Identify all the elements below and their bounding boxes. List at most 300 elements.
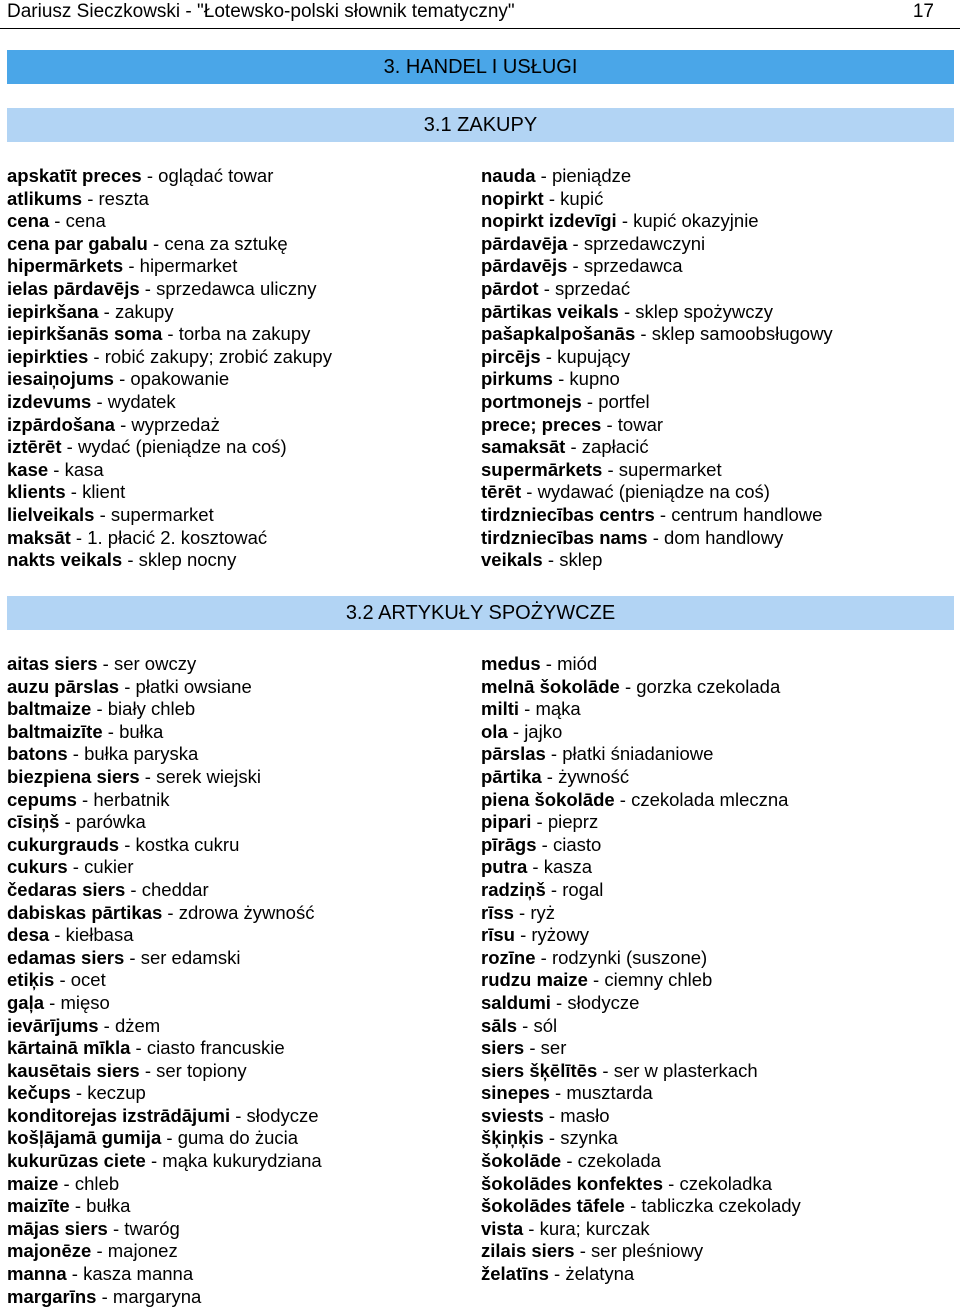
entry-term: supermārkets — [481, 458, 603, 480]
dictionary-entry — [481, 323, 951, 346]
entry-meaning: szynka — [560, 1127, 618, 1149]
entry-separator: - — [97, 653, 114, 674]
dictionary-entry — [481, 165, 951, 188]
entry-term: biezpiena siers — [7, 765, 140, 787]
entry-term: pārdavēja — [481, 232, 568, 254]
entry-separator: - — [67, 856, 85, 878]
entry-separator: - — [548, 1263, 566, 1285]
entry-separator: - — [139, 765, 157, 787]
entry-term: melnā šokolāde — [481, 675, 620, 697]
dictionary-entry — [7, 255, 477, 278]
entry-separator: - — [507, 720, 525, 742]
entry-term: šokolāde — [481, 1150, 562, 1172]
entry-separator: - — [517, 1014, 534, 1036]
entry-term: medus — [481, 653, 541, 674]
dictionary-entry — [481, 879, 951, 902]
entry-term: tirdzniecības nams — [481, 526, 648, 548]
entry-separator: - — [524, 1037, 541, 1059]
dictionary-entry — [481, 721, 951, 744]
dictionary-entry — [7, 698, 477, 721]
dictionary-entry — [481, 902, 951, 925]
dictionary-entry — [481, 1105, 951, 1128]
entry-meaning: słodycze — [567, 991, 640, 1013]
entry-term: rīss — [481, 901, 514, 923]
dictionary-entry — [481, 1127, 951, 1150]
dictionary-entry — [481, 743, 951, 766]
dictionary-entry — [481, 301, 951, 324]
entry-term: pīrāgs — [481, 833, 537, 855]
dictionary-entry — [7, 368, 477, 391]
entry-meaning: słodycze — [246, 1104, 319, 1126]
dictionary-entry — [481, 391, 951, 414]
entry-separator: - — [545, 743, 563, 765]
entry-term: želatīns — [481, 1263, 549, 1285]
entry-separator: - — [98, 1014, 115, 1036]
entry-term: baltmaizīte — [7, 720, 103, 742]
entry-meaning: ser edamski — [140, 946, 241, 968]
dictionary-entry — [481, 527, 951, 550]
dictionary-entry — [7, 743, 477, 766]
entry-term: manna — [7, 1263, 67, 1285]
entry-meaning: żelatyna — [565, 1263, 635, 1285]
entry-separator: - — [70, 1082, 88, 1104]
dictionary-entry — [7, 1286, 477, 1309]
entry-term: cīsiņš — [7, 811, 60, 833]
entry-term: izdevums — [7, 390, 92, 412]
entry-meaning: sklep spożywczy — [635, 300, 774, 322]
entry-term: zilais siers — [481, 1240, 575, 1262]
dictionary-entry — [7, 414, 477, 437]
entry-meaning: supermarket — [618, 458, 722, 480]
entry-separator: - — [616, 210, 634, 232]
entry-separator: - — [91, 698, 108, 720]
entry-meaning: wydawać (pieniądze na coś) — [537, 481, 770, 503]
entry-separator: - — [535, 946, 552, 968]
entry-term: pārdavējs — [481, 255, 568, 277]
entry-term: rozīne — [481, 946, 536, 968]
entry-separator: - — [647, 526, 665, 548]
entry-term: šokolādes konfektes — [481, 1172, 663, 1194]
entry-meaning: dżem — [114, 1014, 161, 1036]
entry-separator: - — [549, 1082, 567, 1104]
dictionary-entry — [481, 1240, 951, 1263]
entry-separator: - — [139, 277, 157, 299]
section-1-left-column — [7, 165, 477, 572]
entry-term: ielas pārdavējs — [7, 277, 140, 299]
entry-meaning: portfel — [598, 390, 650, 412]
entry-separator: - — [536, 833, 553, 855]
entry-meaning: wydatek — [107, 390, 176, 412]
entry-separator: - — [88, 345, 105, 367]
entry-meaning: bułka — [119, 720, 164, 742]
entry-meaning: sklep — [559, 549, 603, 571]
entry-term: nakts veikals — [7, 549, 123, 571]
entry-separator: - — [123, 255, 140, 277]
entry-meaning: kostka cukru — [135, 833, 240, 855]
entry-meaning: sklep samoobsługowy — [651, 323, 833, 345]
entry-meaning: ryż — [530, 901, 556, 923]
entry-meaning: kupić okazyjnie — [633, 210, 759, 232]
entry-meaning: majonez — [107, 1240, 178, 1262]
entry-separator: - — [567, 232, 584, 254]
entry-term: iepirkties — [7, 345, 89, 367]
dictionary-entry — [481, 766, 951, 789]
entry-meaning: bułka — [86, 1195, 131, 1217]
entry-term: piena šokolāde — [481, 788, 615, 810]
dictionary-entry — [7, 1105, 477, 1128]
entry-meaning: masło — [560, 1104, 610, 1126]
entry-meaning: mąka kukurydziana — [162, 1150, 322, 1172]
entry-separator: - — [543, 187, 561, 209]
dictionary-entry — [481, 504, 951, 527]
entry-meaning: guma do żucia — [177, 1127, 299, 1149]
entry-meaning: serek wiejski — [156, 765, 261, 787]
entry-term: tērēt — [481, 481, 522, 503]
entry-term: iepirkšanās soma — [7, 323, 163, 345]
entry-term: konditorejas izstrādājumi — [7, 1104, 231, 1126]
entry-meaning: czekolada — [577, 1150, 661, 1172]
document-title: Dariusz Sieczkowski - "Łotewsko-polski słownik tematyczny" — [7, 1, 515, 22]
entry-meaning: centrum handlowe — [671, 503, 823, 525]
entry-meaning: opakowanie — [130, 368, 230, 390]
entry-term: dabiskas pārtikas — [7, 901, 163, 923]
entry-meaning: zakupy — [114, 300, 174, 322]
dictionary-entry — [481, 481, 951, 504]
entry-term: edamas siers — [7, 946, 125, 968]
entry-separator: - — [125, 878, 142, 900]
dictionary-entry — [7, 481, 477, 504]
entry-term: apskatīt preces — [7, 165, 142, 186]
section-2-left-column — [7, 653, 477, 1308]
entry-meaning: kura; kurczak — [539, 1217, 650, 1239]
entry-separator: - — [102, 720, 120, 742]
entry-meaning: cena za sztukę — [164, 232, 288, 254]
section-title: 3.1 ZAKUPY — [423, 114, 538, 136]
entry-separator: - — [521, 481, 538, 503]
entry-term: pārtika — [481, 765, 542, 787]
entry-separator: - — [540, 345, 558, 367]
entry-term: maizīte — [7, 1195, 70, 1217]
dictionary-entry — [7, 766, 477, 789]
entry-term: rīsu — [481, 924, 515, 946]
entry-separator: - — [67, 743, 85, 765]
entry-separator: - — [624, 1195, 642, 1217]
entry-separator: - — [567, 255, 584, 277]
entry-separator: - — [122, 549, 139, 571]
entry-meaning: kupno — [569, 368, 620, 390]
entry-meaning: mąka — [535, 698, 581, 720]
entry-meaning: robić zakupy; zrobić zakupy — [104, 345, 332, 367]
entry-separator: - — [70, 526, 88, 548]
entry-term: gaļa — [7, 991, 45, 1013]
entry-meaning: margaryna — [112, 1285, 202, 1307]
entry-separator: - — [543, 1104, 561, 1126]
entry-separator: - — [581, 390, 599, 412]
dictionary-entry — [481, 1173, 951, 1196]
dictionary-entry — [481, 1195, 951, 1218]
dictionary-entry — [481, 698, 951, 721]
dictionary-entry — [481, 924, 951, 947]
entry-meaning: herbatnik — [93, 788, 170, 810]
dictionary-entry — [481, 255, 951, 278]
entry-term: lielveikals — [7, 503, 95, 525]
entry-meaning: musztarda — [566, 1082, 653, 1104]
entry-term: ola — [481, 720, 508, 742]
section-title: 3.2 ARTYKUŁY SPOŻYWCZE — [345, 602, 616, 624]
dictionary-entry — [7, 301, 477, 324]
dictionary-entry — [7, 1150, 477, 1173]
entry-meaning: dom handlowy — [664, 526, 784, 548]
dictionary-entry — [481, 278, 951, 301]
entry-separator: - — [162, 323, 179, 345]
dictionary-entry — [7, 924, 477, 947]
entry-separator: - — [602, 458, 619, 480]
entry-meaning: keczup — [87, 1082, 146, 1104]
dictionary-entry — [7, 504, 477, 527]
entry-term: tirdzniecības centrs — [481, 503, 655, 525]
entry-separator: - — [635, 323, 652, 345]
entry-separator: - — [96, 1285, 113, 1307]
entry-term: atlikums — [7, 187, 83, 209]
entry-term: ievārījums — [7, 1014, 99, 1036]
entry-separator: - — [519, 698, 536, 720]
entry-meaning: czekoladka — [679, 1172, 773, 1194]
dictionary-entry — [7, 459, 477, 482]
entry-term: klients — [7, 481, 66, 503]
entry-separator: - — [147, 232, 165, 254]
entry-meaning: sprzedać — [555, 277, 631, 299]
entry-separator: - — [654, 503, 672, 525]
entry-meaning: ser — [540, 1037, 567, 1059]
dictionary-entry — [7, 1173, 477, 1196]
dictionary-entry — [7, 278, 477, 301]
dictionary-entry — [481, 947, 951, 970]
dictionary-entry — [7, 165, 477, 188]
entry-term: cukurgrauds — [7, 833, 120, 855]
entry-separator: - — [618, 300, 636, 322]
entry-separator: - — [550, 991, 568, 1013]
entry-meaning: pieniądze — [551, 165, 632, 186]
entry-separator: - — [513, 901, 531, 923]
entry-separator: - — [82, 187, 99, 209]
entry-term: majonēze — [7, 1240, 92, 1262]
entry-term: kukurūzas ciete — [7, 1150, 146, 1172]
dictionary-entry — [7, 1240, 477, 1263]
entry-separator: - — [49, 924, 66, 946]
entry-separator: - — [61, 436, 78, 458]
entry-separator: - — [114, 413, 132, 435]
dictionary-entry — [7, 527, 477, 550]
dictionary-entry — [7, 233, 477, 256]
entry-meaning: sól — [533, 1014, 558, 1036]
entry-term: kečups — [7, 1082, 71, 1104]
entry-term: šķiņķis — [481, 1127, 544, 1149]
dictionary-entry — [7, 789, 477, 812]
entry-term: maksāt — [7, 526, 71, 548]
entry-term: pipari — [481, 811, 532, 833]
entry-term: hipermārkets — [7, 255, 124, 277]
entry-term: sāls — [481, 1014, 518, 1036]
dictionary-entry — [481, 414, 951, 437]
entry-separator: - — [98, 300, 115, 322]
entry-separator: - — [145, 1150, 163, 1172]
dictionary-entry — [7, 1195, 477, 1218]
entry-meaning: parówka — [75, 811, 146, 833]
entry-meaning: ciemny chleb — [604, 969, 713, 991]
entry-separator: - — [597, 1059, 614, 1081]
entry-separator: - — [574, 1240, 592, 1262]
entry-term: košļājamā gumija — [7, 1127, 162, 1149]
entry-meaning: sklep nocny — [138, 549, 237, 571]
entry-separator: - — [107, 1217, 125, 1239]
entry-meaning: klient — [82, 481, 126, 503]
entry-term: samaksāt — [481, 436, 566, 458]
dictionary-entry — [7, 1263, 477, 1286]
entry-meaning: cena — [65, 210, 106, 232]
entry-separator: - — [139, 1059, 157, 1081]
section-heading-artykuly-spozywcze — [7, 596, 954, 630]
entry-separator: - — [531, 811, 548, 833]
entry-separator: - — [527, 856, 544, 878]
entry-term: šokolādes tāfele — [481, 1195, 625, 1217]
dictionary-entry — [481, 1218, 951, 1241]
entry-term: nauda — [481, 165, 536, 186]
entry-term: portmonejs — [481, 390, 582, 412]
entry-term: desa — [7, 924, 50, 946]
dictionary-entry — [481, 676, 951, 699]
dictionary-entry — [481, 368, 951, 391]
entry-term: rudzu maize — [481, 969, 588, 991]
entry-term: cukurs — [7, 856, 68, 878]
entry-separator: - — [552, 368, 570, 390]
dictionary-entry — [7, 1037, 477, 1060]
dictionary-entry — [481, 969, 951, 992]
entry-term: cepums — [7, 788, 77, 810]
dictionary-entry — [7, 811, 477, 834]
dictionary-entry — [7, 721, 477, 744]
entry-separator: - — [230, 1104, 247, 1126]
entry-separator: - — [124, 946, 141, 968]
entry-separator: - — [561, 1150, 578, 1172]
entry-meaning: 1. płacić 2. kosztować — [87, 526, 268, 548]
entry-separator: - — [54, 969, 71, 991]
dictionary-entry — [7, 834, 477, 857]
entry-meaning: towar — [617, 413, 664, 435]
entry-meaning: zdrowa żywność — [178, 901, 315, 923]
entry-meaning: ciasto francuskie — [146, 1037, 285, 1059]
dictionary-entry — [481, 811, 951, 834]
entry-meaning: miód — [557, 653, 598, 674]
entry-meaning: cukier — [84, 856, 134, 878]
entry-meaning: kupujący — [557, 345, 631, 367]
dictionary-entry — [481, 1060, 951, 1083]
entry-term: pašapkalpošanās — [481, 323, 636, 345]
entry-meaning: kasa — [64, 458, 104, 480]
entry-meaning: żywność — [558, 765, 630, 787]
dictionary-entry — [481, 789, 951, 812]
dictionary-entry — [481, 549, 951, 572]
dictionary-entry — [7, 1015, 477, 1038]
entry-meaning: ciasto — [552, 833, 602, 855]
dictionary-entry — [7, 992, 477, 1015]
dictionary-entry — [7, 676, 477, 699]
entry-meaning: cheddar — [141, 878, 209, 900]
entry-separator: - — [119, 675, 136, 697]
dictionary-entry — [481, 856, 951, 879]
dictionary-entry — [7, 653, 477, 676]
entry-term: putra — [481, 856, 528, 878]
entry-meaning: jajko — [524, 720, 563, 742]
entry-term: radziņš — [481, 878, 546, 900]
page-number: 17 — [912, 1, 934, 22]
entry-term: iztērēt — [7, 436, 62, 458]
entry-meaning: hipermarket — [139, 255, 238, 277]
dictionary-entry — [481, 346, 951, 369]
entry-term: milti — [481, 698, 520, 720]
dictionary-entry — [7, 188, 477, 211]
entry-term: izpārdošana — [7, 413, 115, 435]
entry-separator: - — [91, 390, 108, 412]
section-heading-zakupy — [7, 108, 954, 142]
entry-term: siers šķēlītēs — [481, 1059, 598, 1081]
dictionary-entry — [481, 436, 951, 459]
entry-meaning: kiełbasa — [65, 924, 134, 946]
entry-meaning: gorzka czekolada — [636, 675, 781, 697]
entry-meaning: rodzynki (suszone) — [551, 946, 708, 968]
entry-meaning: rogal — [562, 878, 604, 900]
entry-separator: - — [91, 1240, 108, 1262]
entry-term: čedaras siers — [7, 878, 126, 900]
entry-separator: - — [76, 788, 94, 810]
entry-separator: - — [619, 675, 637, 697]
dictionary-entry — [7, 549, 477, 572]
entry-meaning: bułka paryska — [84, 743, 199, 765]
chapter-heading — [7, 50, 954, 84]
entry-separator: - — [94, 503, 111, 525]
dictionary-entry — [481, 653, 951, 676]
dictionary-entry — [481, 1150, 951, 1173]
dictionary-entry — [7, 323, 477, 346]
page-header — [0, 0, 960, 28]
entry-term: siers — [481, 1037, 525, 1059]
entry-separator: - — [545, 878, 563, 900]
entry-meaning: chleb — [74, 1172, 120, 1194]
entry-separator: - — [601, 413, 618, 435]
dictionary-entry — [481, 1082, 951, 1105]
section-2-right-column — [481, 653, 951, 1286]
entry-meaning: biały chleb — [107, 698, 196, 720]
entry-separator: - — [587, 969, 605, 991]
entry-meaning: ser w plasterkach — [613, 1059, 758, 1081]
entry-meaning: mięso — [60, 991, 110, 1013]
entry-separator: - — [66, 1263, 84, 1285]
entry-separator: - — [565, 436, 582, 458]
entry-separator: - — [69, 1195, 87, 1217]
entry-meaning: wydać (pieniądze na coś) — [77, 436, 287, 458]
entry-term: kausētais siers — [7, 1059, 140, 1081]
header-divider — [0, 28, 960, 29]
entry-meaning: ser pleśniowy — [591, 1240, 704, 1262]
entry-term: nopirkt izdevīgi — [481, 210, 617, 232]
entry-term: iesaiņojums — [7, 368, 114, 390]
entry-separator: - — [541, 765, 559, 787]
entry-meaning: płatki śniadaniowe — [562, 743, 714, 765]
entry-term: maize — [7, 1172, 59, 1194]
entry-meaning: ryżowy — [531, 924, 589, 946]
entry-separator: - — [44, 991, 61, 1013]
dictionary-entry — [481, 233, 951, 256]
entry-separator: - — [65, 481, 83, 503]
